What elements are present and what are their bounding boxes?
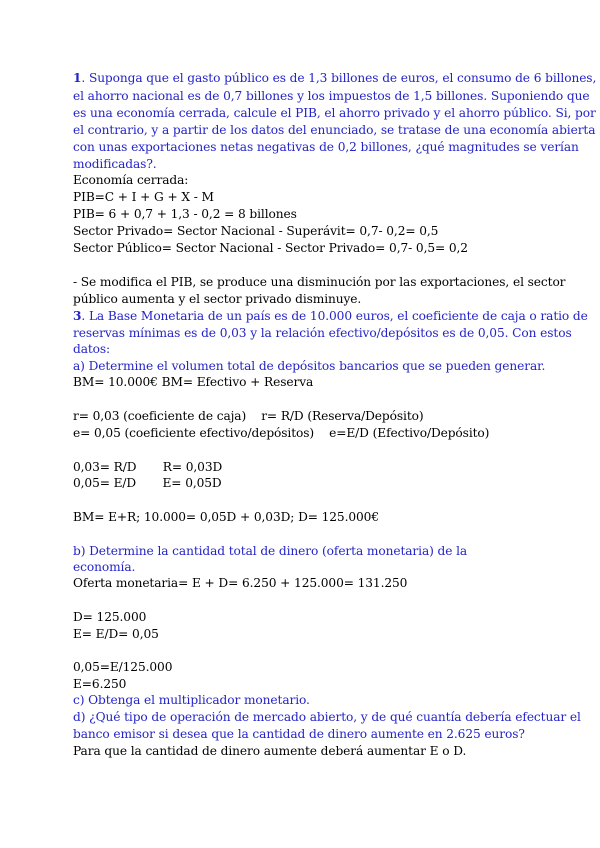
cash-equation: 0,05= E/D E= 0,05D [73, 476, 222, 490]
private-sector-calc: Sector Privado= Sector Nacional - Superávit= 0,7- 0,2= 0,5 [73, 224, 439, 238]
question-3a: a) Determine el volumen total de depósitos bancarios que se pueden generar. [73, 359, 546, 373]
question-3-number: 3 [73, 309, 82, 323]
deposits-value: D= 125.000 [73, 610, 147, 624]
reserve-equation: 0,03= R/D R= 0,03D [73, 460, 223, 474]
cash-ratio-value: E= E/D= 0,05 [73, 627, 159, 641]
question-1-line-3: es una economía cerrada, calcule el PIB, el ahorro privado y el ahorro público. Si, por [73, 106, 596, 120]
gdp-calculation: PIB= 6 + 0,7 + 1,3 - 0,2 = 8 billones [73, 207, 297, 221]
question-3-text: . La Base Monetaria de un país es de 10.000 euros, el coeficiente de caja o ratio de [81, 309, 588, 323]
question-3-line-3: datos: [73, 342, 111, 356]
question-1-line-5: con unas exportaciones netas negativas de 0,2 billones, ¿qué magnitudes se verían [73, 140, 579, 154]
deposits-result: BM= E+R; 10.000= 0,05D + 0,03D; D= 125.000€ [73, 510, 379, 524]
question-3c: c) Obtenga el multiplicador monetario. [73, 693, 310, 707]
question-3-line-1 [73, 308, 588, 325]
question-1-line-2: el ahorro nacional es de 0,7 billones y los impuestos de 1,5 billones. Suponiendo que [73, 89, 590, 103]
money-supply-calc: Oferta monetaria= E + D= 6.250 + 125.000= 131.250 [73, 576, 408, 590]
question-3d-line-2: banco emisor si desea que la cantidad de dinero aumente en 2.625 euros? [73, 727, 525, 741]
cash-calc: 0,05=E/125.000 [73, 660, 173, 674]
question-3d-line-1: d) ¿Qué tipo de operación de mercado abierto, y de qué cuantía debería efectuar el [73, 710, 581, 724]
question-3b-line-1: b) Determine la cantidad total de dinero (oferta monetaria) de la [73, 544, 468, 558]
question-1-number: 1 [73, 71, 82, 85]
cash-value: E=6.250 [73, 677, 127, 691]
gdp-formula: PIB=C + I + G + X - M [73, 190, 214, 204]
question-3-line-2: reservas mínimas es de 0,03 y la relación efectivo/depósitos es de 0,05. Con estos [73, 326, 572, 340]
cash-ratio-def: e= 0,05 (coeficiente efectivo/depósitos) e=E/D (Efectivo/Depósito) [73, 426, 490, 440]
public-sector-calc: Sector Público= Sector Nacional - Sector Privado= 0,7- 0,5= 0,2 [73, 241, 468, 255]
reserve-ratio-def: r= 0,03 (coeficiente de caja) r= R/D (Reserva/Depósito) [73, 409, 424, 423]
question-1-line-4: el contrario, y a partir de los datos del enunciado, se tratase de una economía abierta [73, 123, 596, 137]
open-economy-line-1: - Se modifica el PIB, se produce una disminución por las exportaciones, el sector [73, 275, 566, 289]
question-1-text: . Suponga que el gasto público es de 1,3 billones de euros, el consumo de 6 billones, [81, 71, 597, 85]
question-3b-line-2: economía. [73, 560, 136, 574]
closed-economy-heading: Economía cerrada: [73, 173, 189, 187]
open-economy-line-2: público aumenta y el sector privado disminuye. [73, 292, 362, 306]
question-1-line-1 [73, 70, 596, 87]
question-1-line-6: modificadas?. [73, 157, 157, 171]
monetary-base-eq: BM= 10.000€ BM= Efectivo + Reserva [73, 375, 314, 389]
answer-3d: Para que la cantidad de dinero aumente deberá aumentar E o D. [73, 744, 467, 758]
